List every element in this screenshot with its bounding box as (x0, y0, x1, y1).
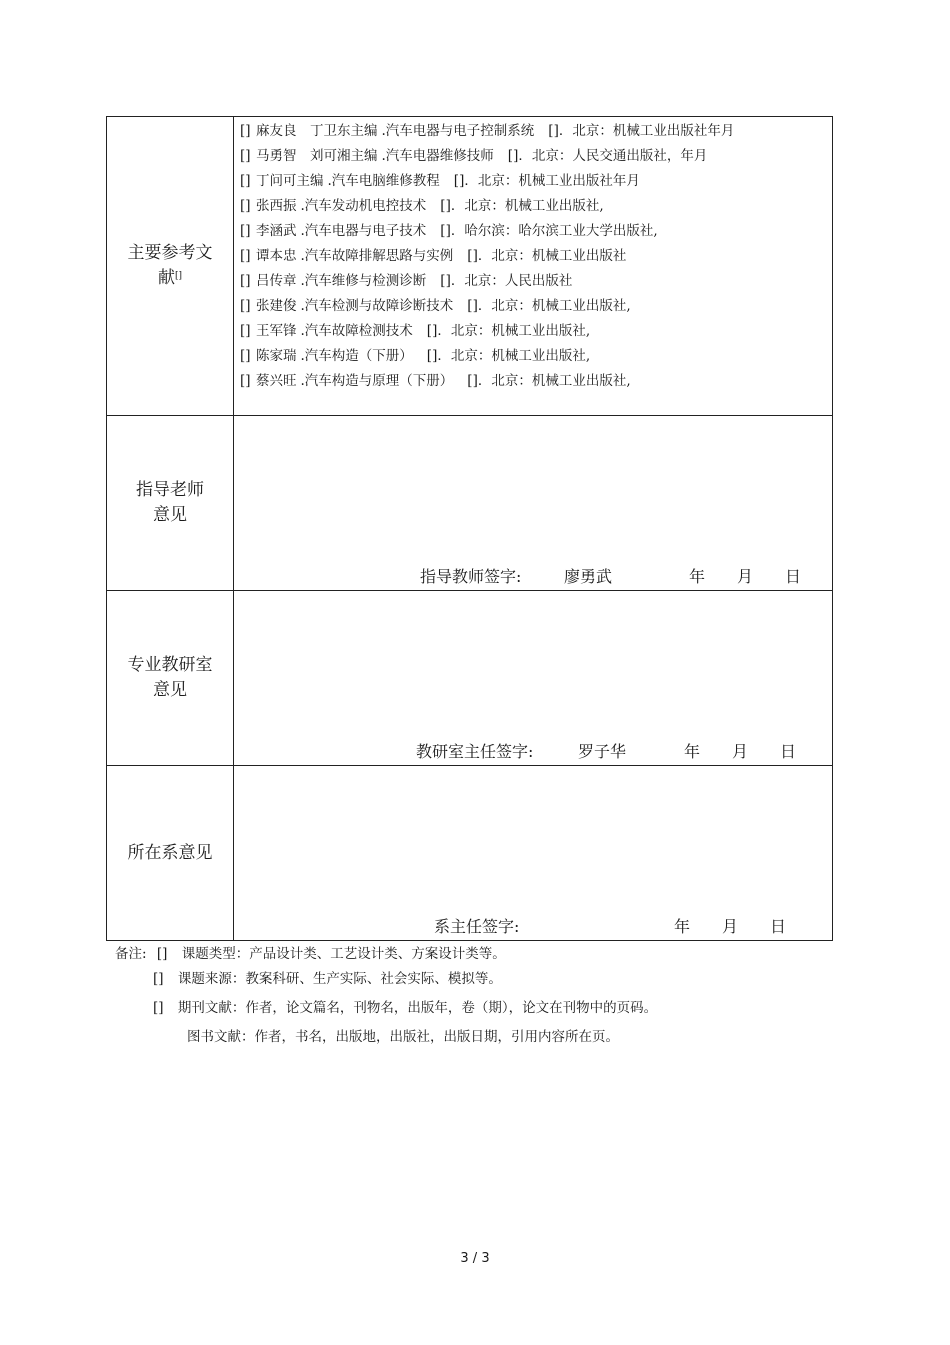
office-sign-name: 罗子华 (578, 742, 627, 761)
reference-title: .汽车构造（下册） (300, 348, 413, 364)
notes-line-2 (153, 967, 502, 992)
reference-author: 蔡兴旺 (256, 373, 297, 389)
reference-number: [] (240, 123, 251, 139)
references-footnote-mark: [] (174, 271, 183, 281)
reference-number: [] (240, 323, 251, 339)
references-label-line1: 主要参考文 (127, 243, 213, 263)
office-label-cell (107, 591, 234, 766)
department-signature-line (234, 916, 834, 938)
reference-number: [] (240, 148, 251, 164)
reference-item (240, 169, 832, 194)
reference-title: .汽车发动机电控技术 (300, 198, 427, 214)
notes-line3-text: 期刊文献：作者，论文篇名，刊物名，出版年，卷（期），论文在刊物中的页码。 (177, 1000, 658, 1016)
notes-line1-mark: [] (156, 946, 168, 962)
reference-number: [] (240, 198, 251, 214)
reference-publisher: []．北京：机械工业出版社年月 (548, 123, 735, 139)
reference-author: 张建俊 (256, 298, 297, 314)
reference-publisher: []．哈尔滨：哈尔滨工业大学出版社, (440, 223, 658, 239)
page-number: 3 / 3 (460, 1251, 490, 1266)
notes-line-3 (153, 996, 657, 1021)
notes-line1-text: 课题类型：产品设计类、工艺设计类、方案设计类等。 (181, 946, 506, 962)
office-label-line1: 专业教研室 (127, 655, 213, 675)
reference-title: .汽车电器与电子控制系统 (381, 123, 535, 139)
reference-author: 张西振 (256, 198, 297, 214)
reference-number: [] (240, 298, 251, 314)
reference-item (240, 119, 832, 144)
notes-line-4 (187, 1025, 619, 1050)
office-month: 月 (732, 742, 749, 761)
department-day: 日 (770, 917, 787, 936)
reference-item (240, 294, 832, 319)
office-signature-line (234, 741, 834, 763)
reference-title: .汽车故障排解思路与实例 (300, 248, 454, 264)
reference-number: [] (240, 273, 251, 289)
reference-title: .汽车检测与故障诊断技术 (300, 298, 454, 314)
reference-publisher: []．北京：机械工业出版社, (426, 348, 591, 364)
references-label-line2: 献 (157, 268, 175, 288)
notes-line3-mark: [] (153, 1000, 164, 1016)
reference-publisher: []．北京：机械工业出版社 (467, 248, 627, 264)
advisor-year: 年 (689, 567, 706, 586)
advisor-label-line2: 意见 (153, 505, 187, 525)
reference-title: .汽车构造与原理（下册） (300, 373, 454, 389)
department-opinion-cell[interactable] (234, 766, 833, 941)
reference-number: [] (240, 373, 251, 389)
department-year: 年 (674, 917, 691, 936)
department-label: 所在系意见 (127, 842, 213, 863)
reference-publisher: []．北京：人民交通出版社，年月 (507, 148, 708, 164)
reference-publisher: []．北京：机械工业出版社, (426, 323, 591, 339)
reference-title: .汽车电脑维修教程 (327, 173, 440, 189)
reference-item (240, 269, 832, 294)
reference-item (240, 344, 832, 369)
reference-author: 丁问可主编 (256, 173, 324, 189)
notes-line4-text: 图书文献：作者，书名，出版地，出版社，出版日期，引用内容所在页。 (187, 1029, 619, 1045)
reference-title: .汽车电器与电子技术 (300, 223, 427, 239)
reference-number: [] (240, 173, 251, 189)
reference-number: [] (240, 223, 251, 239)
office-opinion-cell[interactable] (234, 591, 833, 766)
reference-author: 麻友良 丁卫东主编 (256, 123, 378, 139)
reference-number: [] (240, 348, 251, 364)
department-label-cell (107, 766, 234, 941)
reference-item (240, 144, 832, 169)
notes-prefix: 备注: (115, 946, 147, 962)
reference-author: 李涵武 (256, 223, 297, 239)
reference-author: 王军锋 (256, 323, 297, 339)
advisor-label-line1: 指导老师 (136, 480, 204, 500)
advisor-opinion-cell[interactable] (234, 416, 833, 591)
references-label-cell (107, 117, 234, 416)
reference-item (240, 219, 832, 244)
reference-item (240, 369, 832, 394)
department-month: 月 (722, 917, 739, 936)
office-year: 年 (684, 742, 701, 761)
notes-line2-mark: [] (153, 971, 164, 987)
reference-publisher: []．北京：机械工业出版社, (467, 373, 631, 389)
reference-item (240, 194, 832, 219)
references-list (234, 117, 833, 416)
proposal-form-table (106, 116, 833, 941)
reference-author: 陈家瑞 (256, 348, 297, 364)
office-day: 日 (780, 742, 797, 761)
advisor-label-cell (107, 416, 234, 591)
department-sign-label: 系主任签字: (434, 917, 520, 936)
office-label-line2: 意见 (153, 680, 187, 700)
reference-item (240, 244, 832, 269)
reference-author: 吕传章 (256, 273, 297, 289)
reference-author: 马勇智 刘可湘主编 (256, 148, 378, 164)
reference-publisher: []．北京：机械工业出版社, (440, 198, 604, 214)
reference-title: .汽车维修与检测诊断 (300, 273, 427, 289)
reference-publisher: []．北京：机械工业出版社年月 (453, 173, 640, 189)
advisor-month: 月 (737, 567, 754, 586)
reference-author: 谭本忠 (256, 248, 297, 264)
advisor-day: 日 (785, 567, 802, 586)
advisor-sign-name: 廖勇武 (564, 567, 613, 586)
reference-number: [] (240, 248, 251, 264)
notes-line2-text: 课题来源：教案科研、生产实际、社会实际、模拟等。 (177, 971, 502, 987)
reference-publisher: []．北京：人民出版社 (440, 273, 573, 289)
office-sign-label: 教研室主任签字: (416, 742, 534, 761)
reference-publisher: []．北京：机械工业出版社, (467, 298, 631, 314)
reference-title: .汽车电器维修技师 (381, 148, 494, 164)
reference-item (240, 319, 832, 344)
advisor-sign-label: 指导教师签字: (420, 567, 522, 586)
notes-line-1 (115, 942, 506, 967)
advisor-signature-line (234, 566, 834, 588)
reference-title: .汽车故障检测技术 (300, 323, 413, 339)
